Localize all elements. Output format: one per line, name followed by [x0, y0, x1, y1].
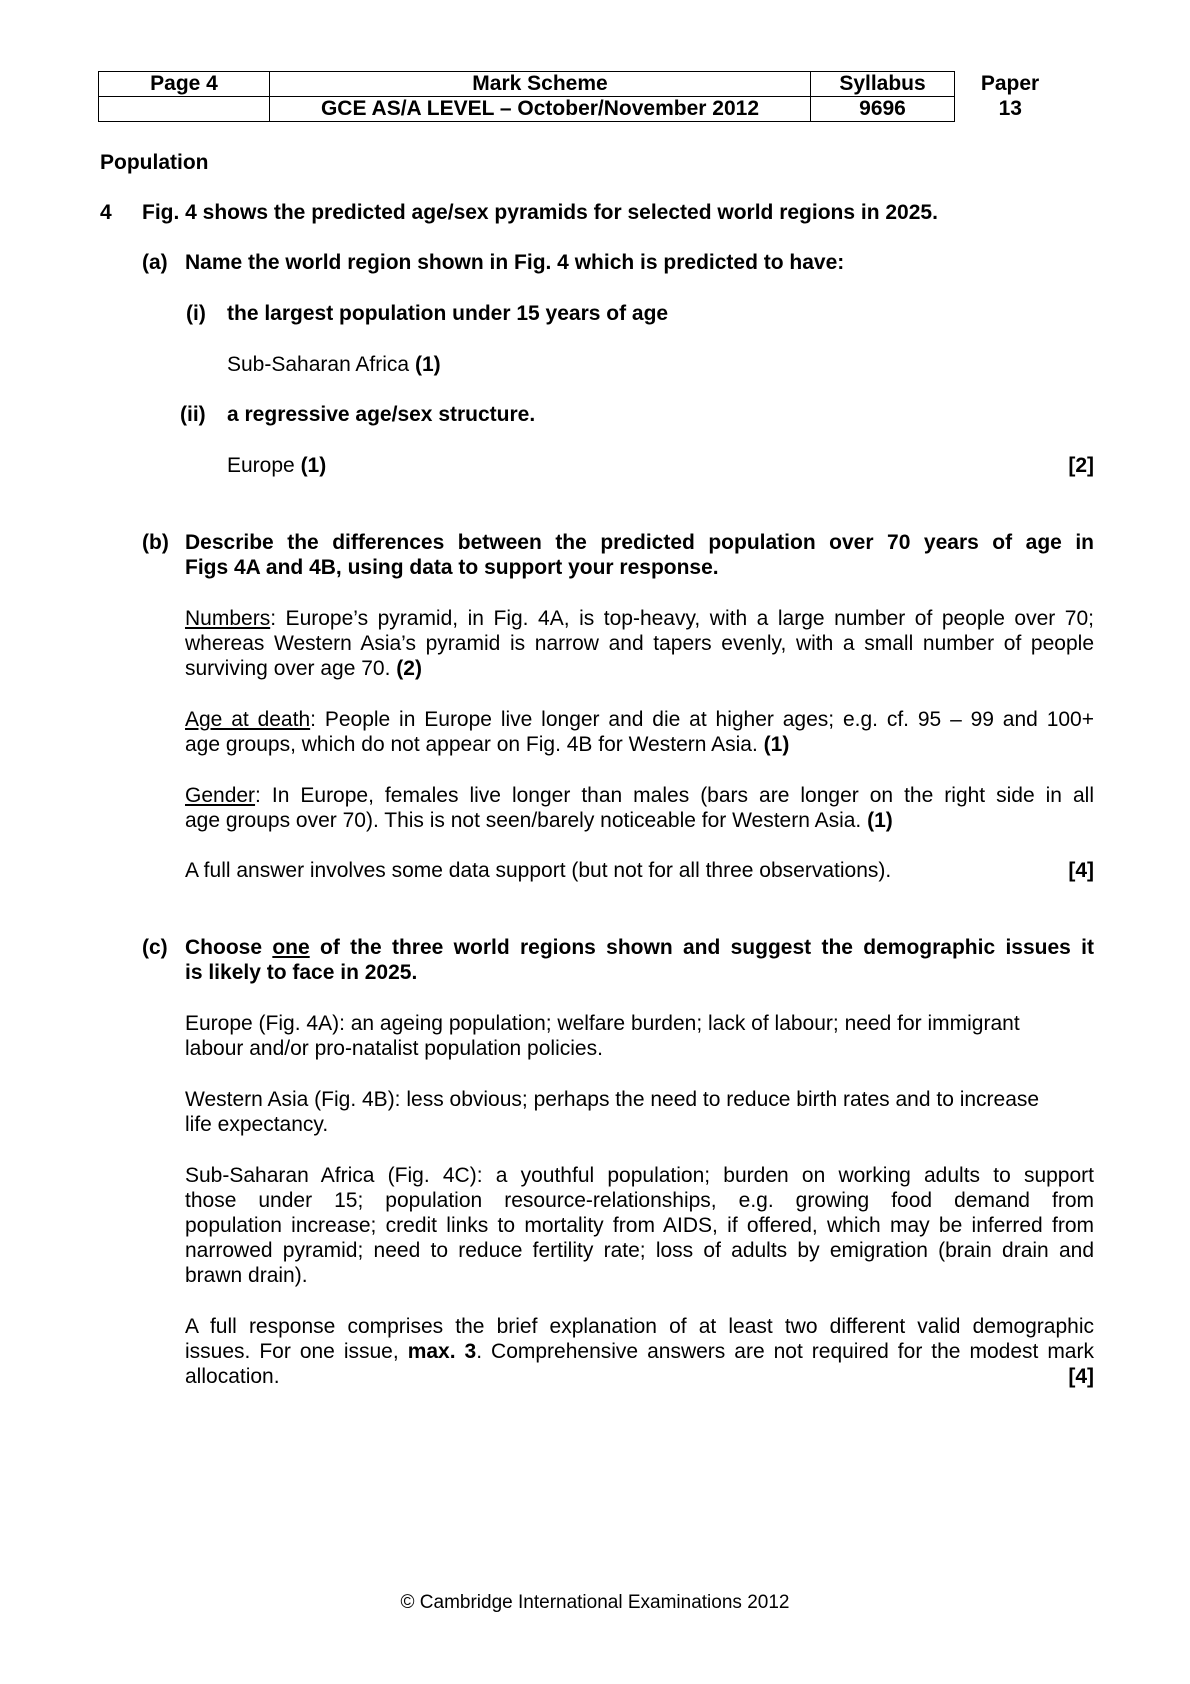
part-b-gender-line1: Gender: In Europe, females live longer than males (bars are longer on the right side in all: [185, 784, 1094, 807]
part-c-wasia-line1: Western Asia (Fig. 4B): less obvious; perhaps the need to reduce birth rates and to increase: [185, 1088, 1040, 1111]
part-a-total: [2]: [1068, 454, 1094, 477]
footer-copyright: © Cambridge International Examinations 2012: [400, 1592, 790, 1613]
part-a-i-answer: Sub-Saharan Africa (1): [227, 353, 441, 376]
part-b-age-line1: Age at death: People in Europe live longer and die at higher ages; e.g. cf. 95 – 99 and 100+: [185, 708, 1094, 731]
part-c-stem-line1: Choose one of the three world regions shown and suggest the demographic issues it: [185, 936, 1094, 959]
part-b-total: [4]: [1068, 859, 1094, 882]
part-a-ii-answer: Europe (1): [227, 454, 327, 477]
header-page: Page 4: [99, 72, 270, 97]
part-c-total: [4]: [1068, 1365, 1094, 1388]
header-syllabus-label: Syllabus: [811, 72, 955, 97]
part-c-wasia-line2: life expectancy.: [185, 1113, 329, 1136]
part-c-europe-line2: labour and/or pro-natalist population policies.: [185, 1037, 603, 1060]
part-a-label: (a): [142, 251, 168, 274]
part-b-stem-line2: Figs 4A and 4B, using data to support your response.: [185, 556, 719, 579]
header-exam: GCE AS/A LEVEL – October/November 2012: [270, 97, 811, 122]
part-a-i-question: the largest population under 15 years of age: [227, 302, 669, 325]
part-b-age-line2: age groups, which do not appear on Fig. 4B for Western Asia. (1): [185, 733, 790, 756]
part-a-i-label: (i): [186, 302, 206, 325]
question-number: 4: [100, 201, 112, 224]
part-c-full-line2: issues. For one issue, max. 3. Comprehensive answers are not required for the modest mark: [185, 1340, 1094, 1363]
part-b-full-answer: A full answer involves some data support (but not for all three observations).: [185, 859, 892, 882]
part-b-numbers-line3: surviving over age 70. (2): [185, 657, 422, 680]
part-c-ssa-line4: narrowed pyramid; need to reduce fertility rate; loss of adults by emigration (brain drain and: [185, 1239, 1094, 1262]
part-b-label: (b): [142, 531, 169, 554]
part-b-stem-line1: Describe the differences between the predicted population over 70 years of age in: [185, 531, 1094, 554]
header-paper-number: 13: [998, 97, 1022, 120]
header-paper-label: Paper: [980, 72, 1040, 95]
header-syllabus-code: 9696: [811, 97, 955, 122]
part-c-ssa-line2: those under 15; population resource-relationships, e.g. growing food demand from: [185, 1189, 1094, 1212]
part-c-label: (c): [142, 936, 168, 959]
part-b-gender-line2: age groups over 70). This is not seen/barely noticeable for Western Asia. (1): [185, 809, 893, 832]
part-b-numbers-line1: Numbers: Europe’s pyramid, in Fig. 4A, is top-heavy, with a large number of people over 70;: [185, 607, 1094, 630]
part-a-stem: Name the world region shown in Fig. 4 which is predicted to have:: [185, 251, 845, 274]
part-c-stem-line2: is likely to face in 2025.: [185, 961, 418, 984]
part-c-full-line1: A full response comprises the brief explanation of at least two different valid demographic: [185, 1315, 1094, 1338]
header-table: [98, 71, 1066, 122]
part-c-ssa-line1: Sub-Saharan Africa (Fig. 4C): a youthful population; burden on working adults to support: [185, 1164, 1094, 1187]
part-a-ii-label: (ii): [180, 403, 206, 426]
header-mark-scheme: Mark Scheme: [270, 72, 811, 97]
part-c-full-line3: allocation.: [185, 1365, 280, 1388]
part-c-europe-line1: Europe (Fig. 4A): an ageing population; welfare burden; lack of labour; need for immigrant: [185, 1012, 1020, 1035]
header-blank: [99, 97, 270, 122]
part-a-ii-question: a regressive age/sex structure.: [227, 403, 536, 426]
question-stem: Fig. 4 shows the predicted age/sex pyramids for selected world regions in 2025.: [142, 201, 938, 224]
part-b-numbers-line2: whereas Western Asia’s pyramid is narrow and tapers evenly, with a small number of people: [185, 632, 1094, 655]
section-title: Population: [100, 151, 209, 174]
part-c-ssa-line5: brawn drain).: [185, 1264, 308, 1287]
part-c-ssa-line3: population increase; credit links to mortality from AIDS, if offered, which may be inferred from: [185, 1214, 1094, 1237]
